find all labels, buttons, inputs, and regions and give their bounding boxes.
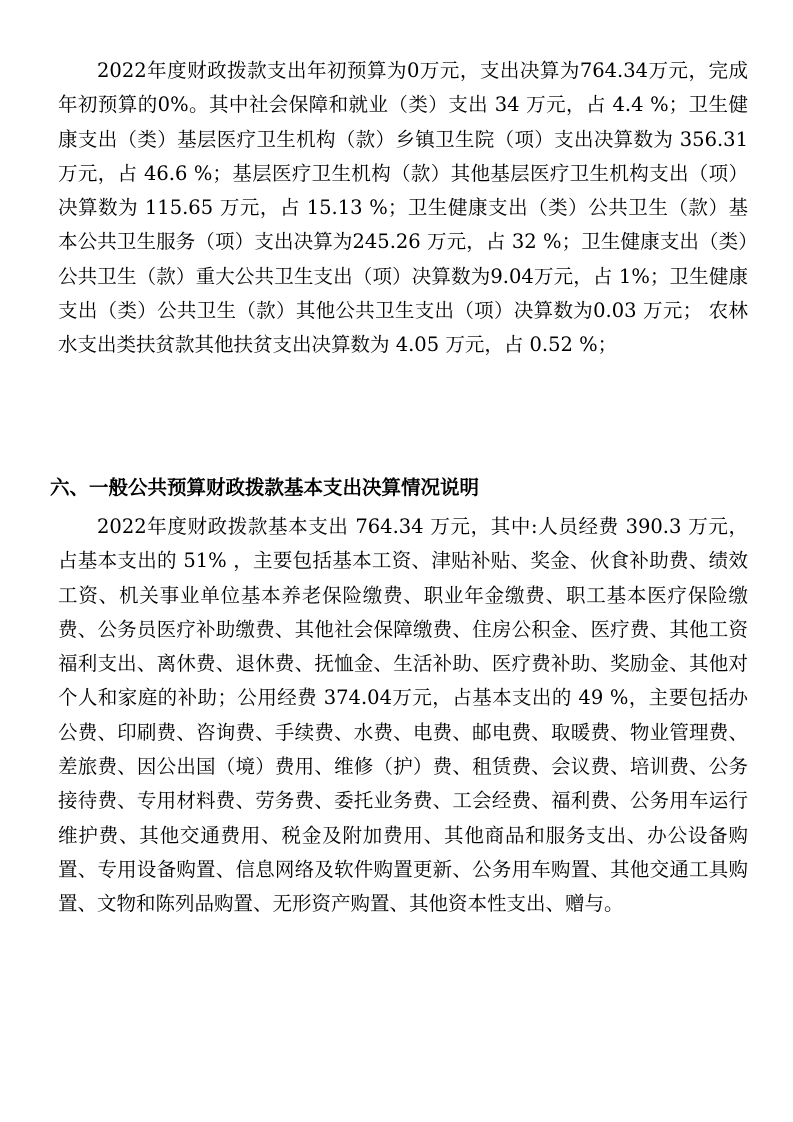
paragraph-budget-expenditure: 2022年度财政拨款支出年初预算为0万元，支出决算为764.34万元，完成年初预算的0%。其中社会保障和就业（类）支出 34 万元，占 4.4 %；卫生健康支出（类）基层医疗卫生机构（款）乡镇卫生院（项）支出决算数为 356.31 万元，占 46.6 %；基层医疗卫生机构（款）其他基层医疗卫生机构支出（项）决算数为 115.65 万元，占 15.13 %；卫生健康支出（类）公共卫生（款）基本公共卫生服务（项）支出决算为245.26 万元，占 32 %；卫生健康支出（类）公共卫生（款）重大公共卫生支出（项）决算数为9.04万元，占 1%；卫生健康支出（类）公共卫生（款）其他公共卫生支出（项）决算数为0.03 万元； 农林水支出类扶贫款其他扶贫支出决算数为 4.05 万元，占 0.52 %；: [58, 59, 748, 357]
paragraph-basic-expenditure: 2022年度财政拨款基本支出 764.34 万元，其中:人员经费 390.3 万元，占基本支出的 51% ，主要包括基本工资、津贴补贴、奖金、伙食补助费、绩效工资、机关事业单位基本养老保险缴费、职业年金缴费、职工基本医疗保险缴费、公务员医疗补助缴费、其他社会保障缴费、住房公积金、医疗费、其他工资福利支出、离休费、退休费、抚恤金、生活补助、医疗费补助、奖励金、其他对个人和家庭的补助；公用经费 374.04万元，占基本支出的 49 %，主要包括办公费、印刷费、咨询费、手续费、水费、电费、邮电费、取暖费、物业管理费、差旅费、因公出国（境）费用、维修（护）费、租赁费、会议费、培训费、公务接待费、专用材料费、劳务费、委托业务费、工会经费、福利费、公务用车运行维护费、其他交通费用、税金及附加费用、其他商品和服务支出、办公设备购置、专用设备购置、信息网络及软件购置更新、公务用车购置、其他交通工具购置、文物和陈列品购置、无形资产购置、其他资本性支出、赠与。: [58, 515, 748, 916]
section-heading-basic-expenditure: 六、一般公共预算财政拨款基本支出决算情况说明: [50, 476, 480, 499]
